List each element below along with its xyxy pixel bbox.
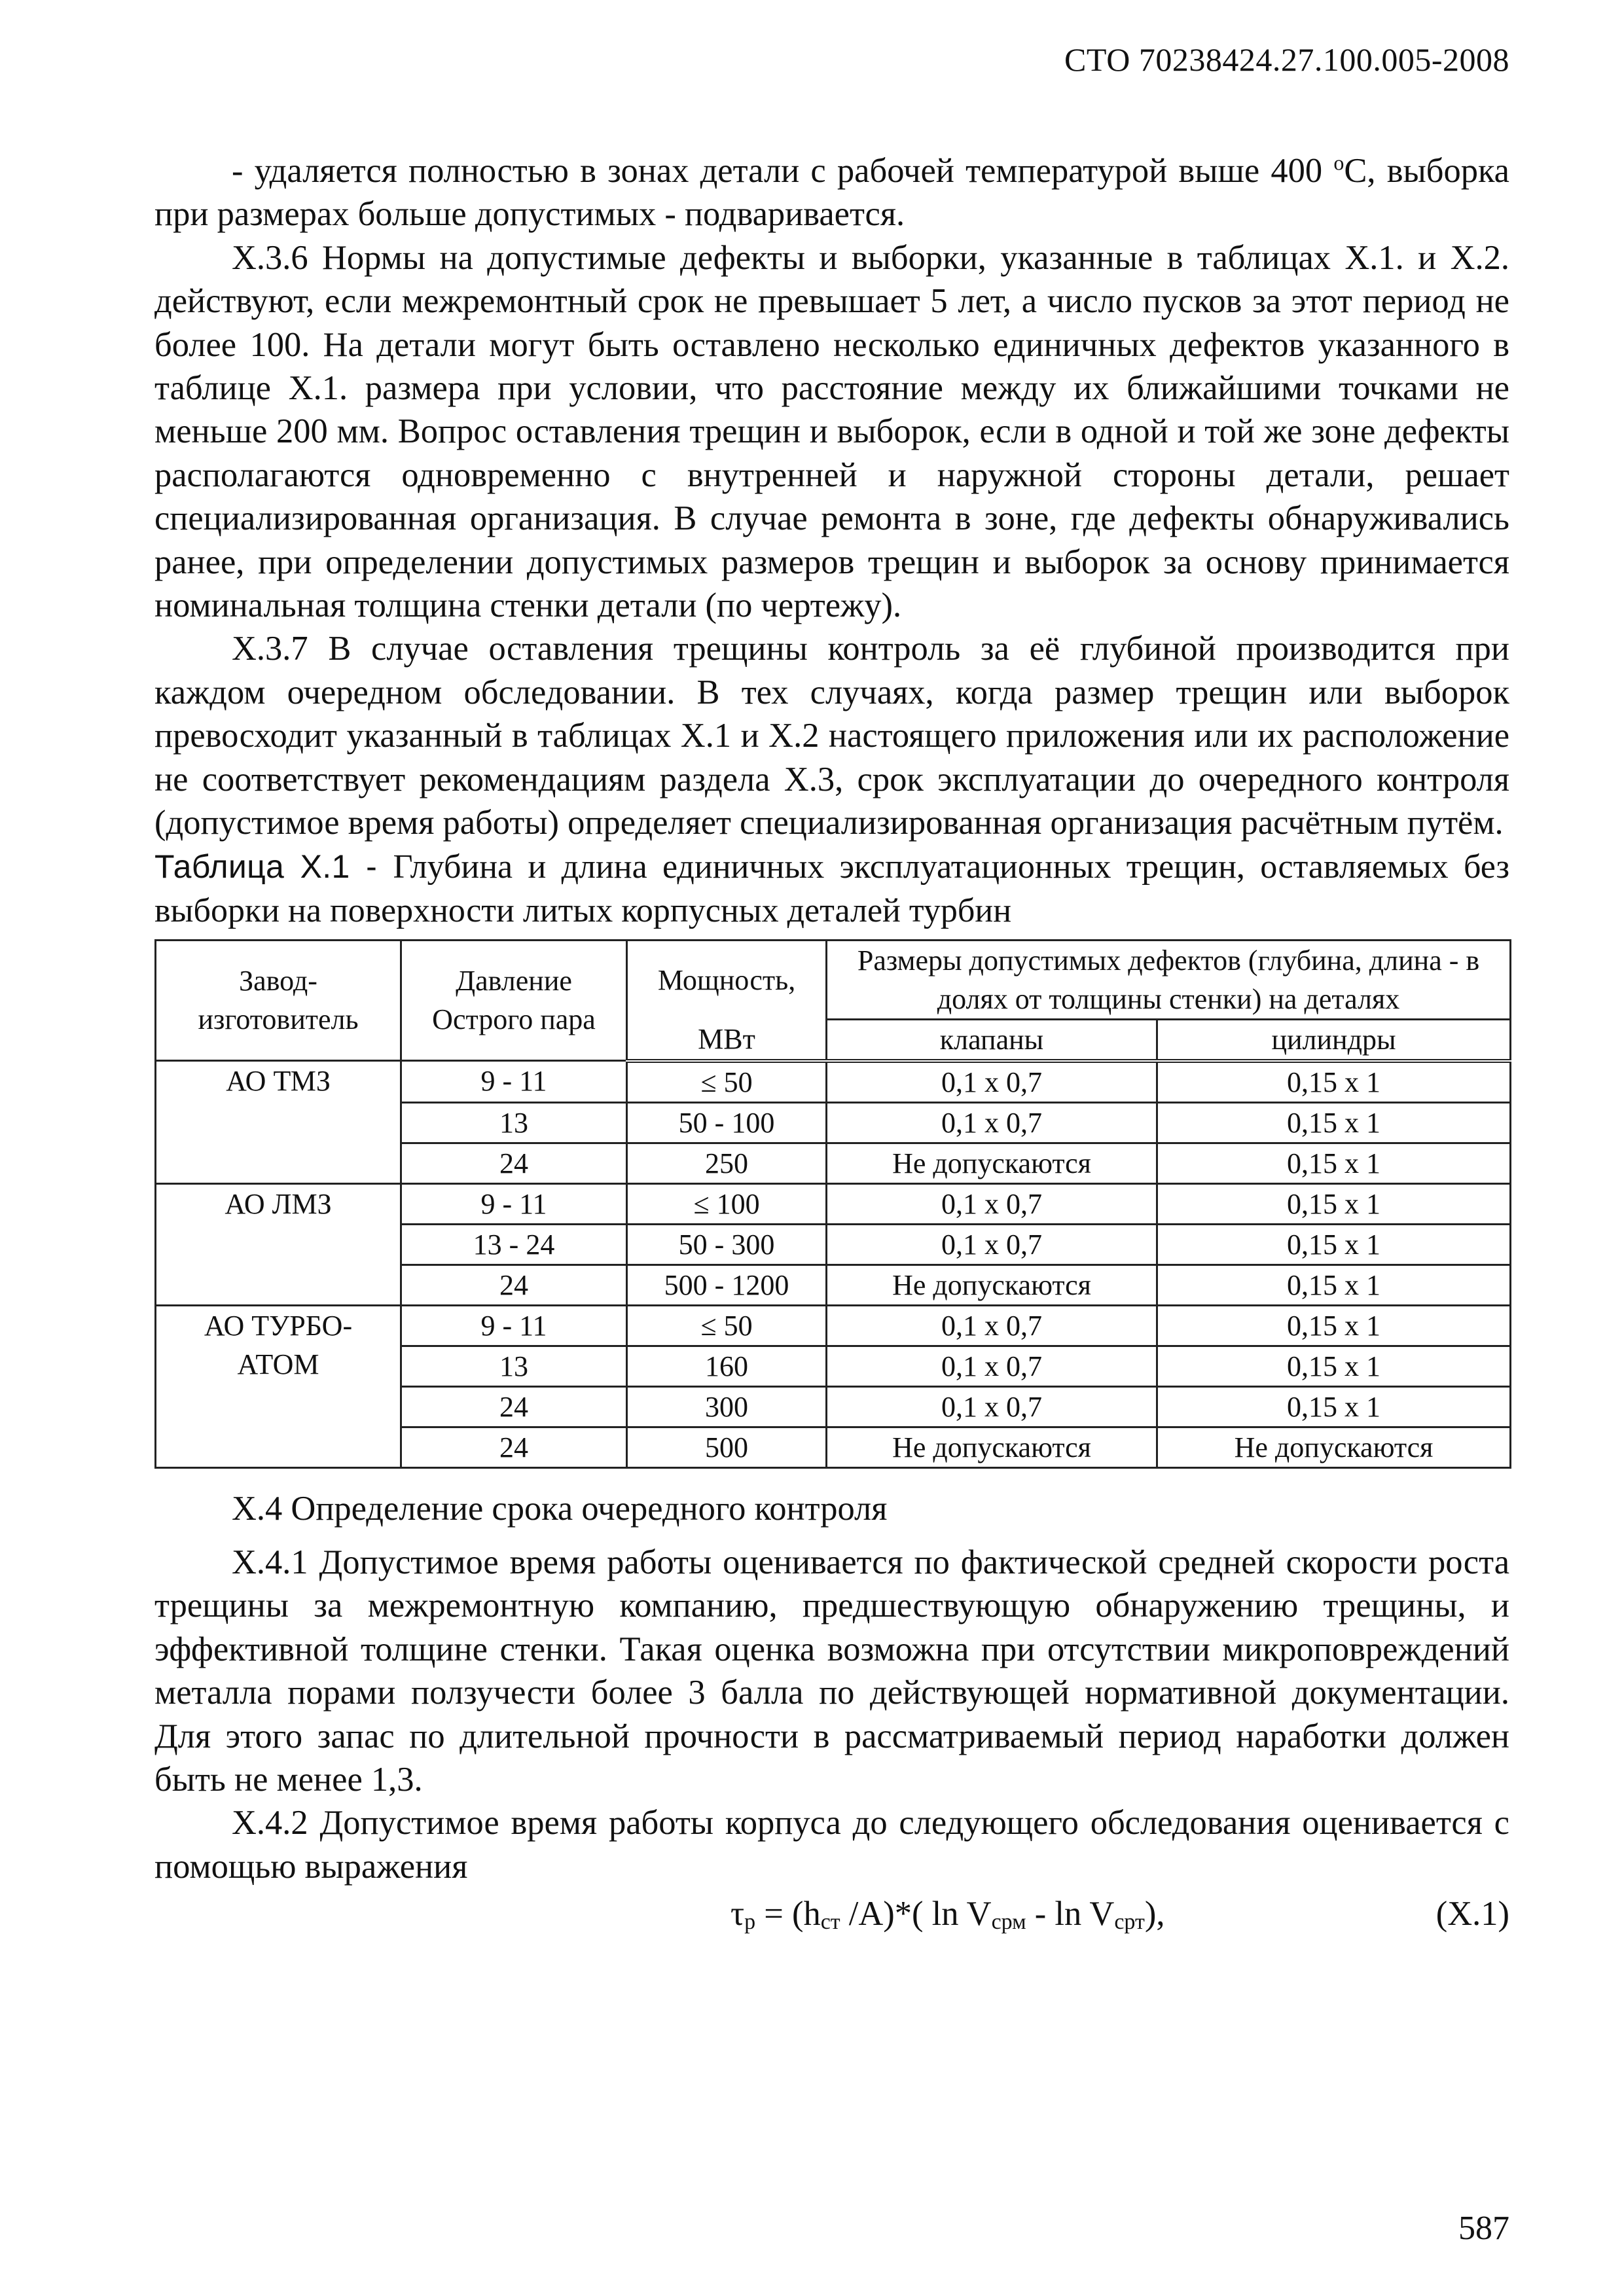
pressure-cell: 13 xyxy=(401,1102,627,1143)
cylinders-cell: 0,15 х 1 xyxy=(1157,1305,1511,1346)
defects-table xyxy=(154,939,1511,1469)
valves-cell: 0,1 х 0,7 xyxy=(827,1224,1157,1265)
pressure-cell: 9 - 11 xyxy=(401,1305,627,1346)
cylinders-cell: 0,15 х 1 xyxy=(1157,1061,1511,1103)
formula-part4: ), xyxy=(1144,1895,1165,1933)
pressure-cell: 24 xyxy=(401,1386,627,1427)
section-title-x4: Х.4 Определение срока очередного контроля xyxy=(232,1489,888,1528)
power-cell: 250 xyxy=(627,1143,827,1183)
power-cell: ≤ 50 xyxy=(627,1305,827,1346)
power-cell: ≤ 50 xyxy=(627,1061,827,1103)
formula-v2-sub: срт xyxy=(1114,1910,1145,1935)
power-cell: 500 xyxy=(627,1427,827,1467)
pressure-cell: 13 - 24 xyxy=(401,1224,627,1265)
degree-symbol: о xyxy=(1333,151,1344,175)
paragraph-x41: Х.4.1 Допустимое время работы оценивается по фактической средней скорости роста трещины за межремонтную компанию, предшествующую обнаружению трещины, и эффективной толщине стенки. Такая оценка возможна при отсутствии микроповреждений металла порами ползучести более 3 балла по действующей нормативной документации. Для этого запас по длительной прочности в рассматриваемый период наработки должен быть не менее 1,3. xyxy=(154,1543,1509,1799)
header-cylinders: цилиндры xyxy=(1157,1019,1511,1061)
header-sizes: Размеры допустимых дефектов (глубина, длина - в долях от толщины стенки) на деталях xyxy=(827,940,1511,1019)
paragraph-x36: Х.3.6 Нормы на допустимые дефекты и выборки, указанные в таблицах Х.1. и Х.2. действуют, если межремонтный срок не превышает 5 лет, а число пусков за этот период не более 100. На детали могут быть оставлено несколько единичных дефектов указанного в таблице Х.1. размера при условии, что расстояние между их ближайшими точками не меньше 200 мм. Вопрос оставления трещин и выборок, если в одной и той же зоне дефекты располагаются одновременно с внутренней и наружной стороны детали, решает специализированная организация. В случае ремонта в зоне, где дефекты обнаруживались ранее, при определении допустимых размеров трещин и выборок за основу принимается номинальная толщина стенки детали (по чертежу). xyxy=(154,238,1509,625)
header-valves: клапаны xyxy=(827,1019,1157,1061)
paragraph-dash-end: С, выборка при размерах больше допустимых - подваривается. xyxy=(154,152,1509,234)
power-cell: 300 xyxy=(627,1386,827,1427)
valves-cell: 0,1 х 0,7 xyxy=(827,1183,1157,1224)
power-cell: 50 - 100 xyxy=(627,1102,827,1143)
table-caption-lead: Таблица Х.1 - xyxy=(154,848,393,885)
formula-x1 xyxy=(154,1892,1509,1935)
maker-cell: АО ТМЗ xyxy=(156,1061,401,1184)
header-power: Мощность, xyxy=(627,940,827,1019)
pressure-cell: 24 xyxy=(401,1427,627,1467)
paragraph-dash-text: - удаляется полностью в зонах детали с рабочей температурой выше 400 xyxy=(232,152,1334,190)
valves-cell: Не допускаются xyxy=(827,1143,1157,1183)
valves-cell: 0,1 х 0,7 xyxy=(827,1346,1157,1386)
valves-cell: Не допускаются xyxy=(827,1427,1157,1467)
header-power-unit: МВт xyxy=(627,1019,827,1061)
document-code-header: СТО 70238424.27.100.005-2008 xyxy=(1064,41,1509,78)
cylinders-cell: 0,15 х 1 xyxy=(1157,1346,1511,1386)
cylinders-cell: 0,15 х 1 xyxy=(1157,1102,1511,1143)
formula-tau: τ xyxy=(731,1895,745,1933)
table-row xyxy=(156,1305,1511,1346)
paragraph-dash xyxy=(154,149,1509,236)
power-cell: ≤ 100 xyxy=(627,1183,827,1224)
formula-v1-sub: срм xyxy=(991,1910,1026,1935)
cylinders-cell: 0,15 х 1 xyxy=(1157,1183,1511,1224)
power-cell: 50 - 300 xyxy=(627,1224,827,1265)
pressure-cell: 9 - 11 xyxy=(401,1061,627,1103)
formula-part3: - ln V xyxy=(1026,1895,1115,1933)
page-number: 587 xyxy=(1458,2210,1509,2247)
pressure-cell: 24 xyxy=(401,1143,627,1183)
pressure-cell: 9 - 11 xyxy=(401,1183,627,1224)
formula-h-sub: ст xyxy=(820,1910,840,1935)
cylinders-cell: 0,15 х 1 xyxy=(1157,1224,1511,1265)
power-cell: 160 xyxy=(627,1346,827,1386)
cylinders-cell: Не допускаются xyxy=(1157,1427,1511,1467)
header-maker: Завод-изготовитель xyxy=(156,940,401,1061)
paragraph-x37: Х.3.7 В случае оставления трещины контроль за её глубиной производится при каждом очередном обследовании. В тех случаях, когда размер трещин или выборок превосходит указанный в таблицах Х.1 и Х.2 настоящего приложения или их расположение не соответствует рекомендациям раздела Х.3, срок эксплуатации до очередного контроля (допустимое время работы) определяет специализированная организация расчётным путём. xyxy=(154,630,1509,842)
table-header-row xyxy=(156,940,1511,1019)
table-row xyxy=(156,1061,1511,1103)
valves-cell: Не допускаются xyxy=(827,1265,1157,1305)
valves-cell: 0,1 х 0,7 xyxy=(827,1102,1157,1143)
maker-cell: АО ЛМЗ xyxy=(156,1183,401,1305)
valves-cell: 0,1 х 0,7 xyxy=(827,1061,1157,1103)
power-cell: 500 - 1200 xyxy=(627,1265,827,1305)
body-text xyxy=(154,149,1509,1936)
valves-cell: 0,1 х 0,7 xyxy=(827,1386,1157,1427)
maker-cell: АО ТУРБО-АТОМ xyxy=(156,1305,401,1467)
pressure-cell: 13 xyxy=(401,1346,627,1386)
cylinders-cell: 0,15 х 1 xyxy=(1157,1143,1511,1183)
formula-part1: = (h xyxy=(755,1895,821,1933)
header-pressure: Давление Острого пара xyxy=(401,940,627,1061)
pressure-cell: 24 xyxy=(401,1265,627,1305)
cylinders-cell: 0,15 х 1 xyxy=(1157,1265,1511,1305)
formula-tau-sub: р xyxy=(744,1910,756,1935)
table-caption xyxy=(154,845,1509,933)
formula-expression xyxy=(731,1892,1164,1935)
formula-number: (Х.1) xyxy=(1435,1895,1509,1933)
formula-part2: /A)*( ln V xyxy=(840,1895,992,1933)
table-caption-rest: Глубина и длина единичных эксплуатационных трещин, оставляемых без выборки на поверхности литых корпусных деталей турбин xyxy=(154,848,1509,929)
cylinders-cell: 0,15 х 1 xyxy=(1157,1386,1511,1427)
paragraph-x42: Х.4.2 Допустимое время работы корпуса до следующего обследования оценивается с помощью выражения xyxy=(154,1804,1509,1886)
valves-cell: 0,1 х 0,7 xyxy=(827,1305,1157,1346)
table-row xyxy=(156,1183,1511,1224)
